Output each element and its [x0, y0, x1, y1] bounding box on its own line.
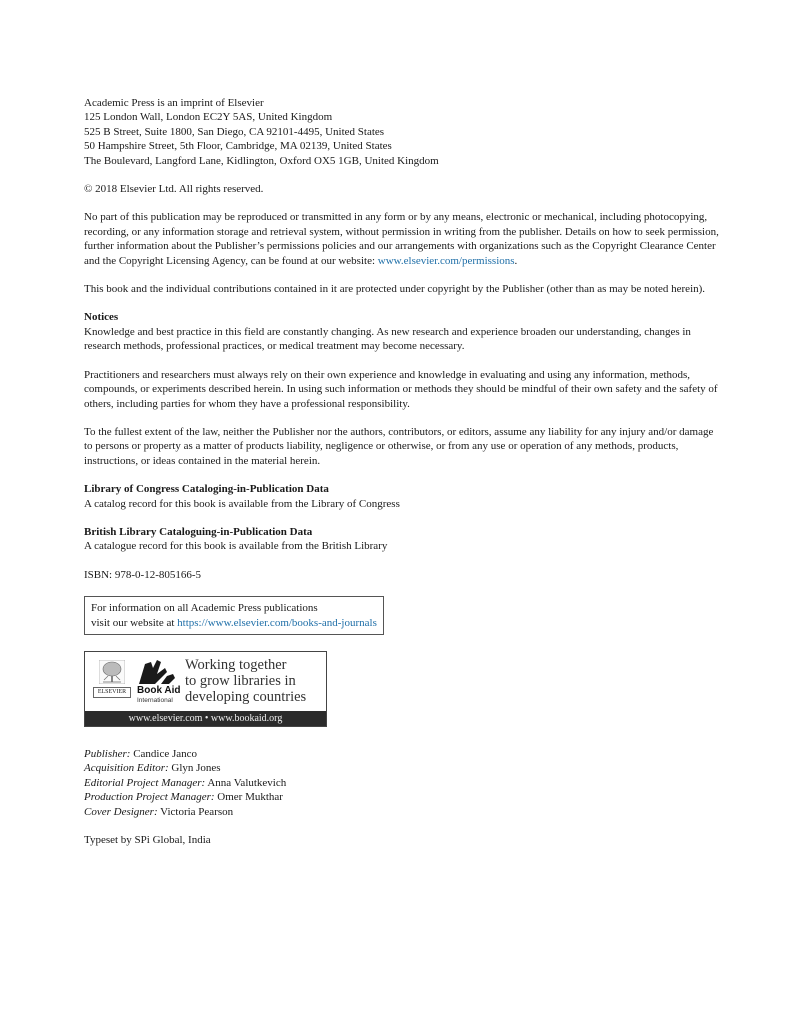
book-aid-logo [137, 658, 181, 704]
publisher-address [84, 96, 724, 168]
permissions-end: . [514, 254, 518, 267]
address-line: Academic Press is an imprint of Elsevier [84, 97, 264, 109]
address-line: 125 London Wall, London EC2Y 5AS, United Kingdom [84, 111, 333, 124]
credit-acquisition [84, 761, 724, 775]
notices-heading: Notices [84, 311, 119, 324]
elsevier-tree-icon [99, 660, 125, 684]
elsevier-logo [93, 660, 131, 700]
book-aid-label: Book Aid [137, 684, 181, 696]
address-line: The Boulevard, Langford Lane, Kidlington, Oxford OX5 1GB, United Kingdom [84, 154, 439, 167]
credit-editorial [84, 776, 724, 790]
credit-name: Anna Valutkevich [205, 776, 287, 789]
credit-role: Publisher: [84, 747, 131, 760]
credit-name: Glyn Jones [168, 762, 221, 775]
elsevier-label: ELSEVIER [93, 687, 131, 698]
publications-info-box [84, 596, 384, 635]
isbn: ISBN: 978-0-12-805166-5 [84, 568, 202, 581]
bl-heading: British Library Cataloguing-in-Publication Data [84, 525, 313, 538]
book-aid-banner [84, 651, 327, 727]
copyright-notice: © 2018 Elsevier Ltd. All rights reserved. [84, 183, 264, 196]
permissions-text: No part of this publication may be reproduced or transmitted in any form or by any means, electronic or mechanical, including photocopying, recording, or any information storage and retrieval system, without permission in writing from the publisher. Details on how to seek permission, further information about the Publisher’s permissions policies and our arrangements with organizations such as the Copyright Clearance Center and the Copyright Licensing Agency, can be found at our website: [84, 211, 719, 267]
credit-name: Omer Mukthar [214, 791, 283, 804]
book-aid-top [85, 652, 326, 712]
book-aid-hands-icon [137, 658, 177, 686]
permissions-paragraph [84, 210, 724, 268]
info-line [91, 616, 377, 630]
slogan-line: developing countries [185, 688, 307, 705]
page-content [84, 96, 724, 847]
notices-paragraph: Knowledge and best practice in this field are constantly changing. As new research and experience broaden our understanding, changes in research methods, professional practices, or medical treatment may become necessary. [84, 325, 691, 353]
notices-paragraph: To the fullest extent of the law, neither the Publisher nor the authors, contributors, or editors, assume any liability for any injury and/or damage to persons or property as a matter of products liability, negligence or otherwise, or from any use or operation of any methods, products, instructions, or ideas contained in the material herein. [84, 425, 714, 467]
book-aid-url-bar: www.elsevier.com • www.bookaid.org [85, 711, 326, 726]
books-journals-link[interactable]: https://www.elsevier.com/books-and-journals [177, 616, 377, 629]
credit-role: Editorial Project Manager: [84, 776, 206, 789]
credit-publisher [84, 747, 724, 761]
slogan-line: to grow libraries in [185, 672, 296, 689]
permissions-link[interactable]: www.elsevier.com/permissions [377, 254, 515, 267]
credit-production [84, 790, 724, 804]
loc-text: A catalog record for this book is available from the Library of Congress [84, 497, 400, 510]
info-line: For information on all Academic Press publications [91, 602, 318, 615]
credits [84, 747, 724, 819]
info-prefix: visit our website at [91, 616, 178, 629]
loc-heading: Library of Congress Cataloging-in-Publication Data [84, 483, 329, 496]
book-aid-sub: International [137, 696, 173, 704]
credit-role: Acquisition Editor: [84, 762, 169, 775]
credit-name: Candice Janco [130, 747, 198, 760]
typeset-line: Typeset by SPi Global, India [84, 834, 211, 846]
address-line: 50 Hampshire Street, 5th Floor, Cambridge, MA 02139, United States [84, 140, 392, 153]
slogan-line: Working together [185, 656, 287, 673]
protection-paragraph: This book and the individual contributions contained in it are protected under copyright by the Publisher (other than as may be noted herein). [84, 283, 706, 296]
credit-role: Cover Designer: [84, 805, 158, 818]
credit-role: Production Project Manager: [84, 791, 215, 804]
notices-paragraph: Practitioners and researchers must always rely on their own experience and knowledge in evaluating and using any information, methods, compounds, or experiments described herein. In using such information or methods they should be mindful of their own safety and the safety of others, including parties for whom they have a professional responsibility. [84, 368, 718, 410]
book-aid-slogan [185, 657, 306, 705]
credit-cover [84, 805, 724, 819]
bl-text: A catalogue record for this book is available from the British Library [84, 540, 388, 553]
address-line: 525 B Street, Suite 1800, San Diego, CA 92101-4495, United States [84, 125, 385, 138]
credit-name: Victoria Pearson [157, 805, 234, 818]
